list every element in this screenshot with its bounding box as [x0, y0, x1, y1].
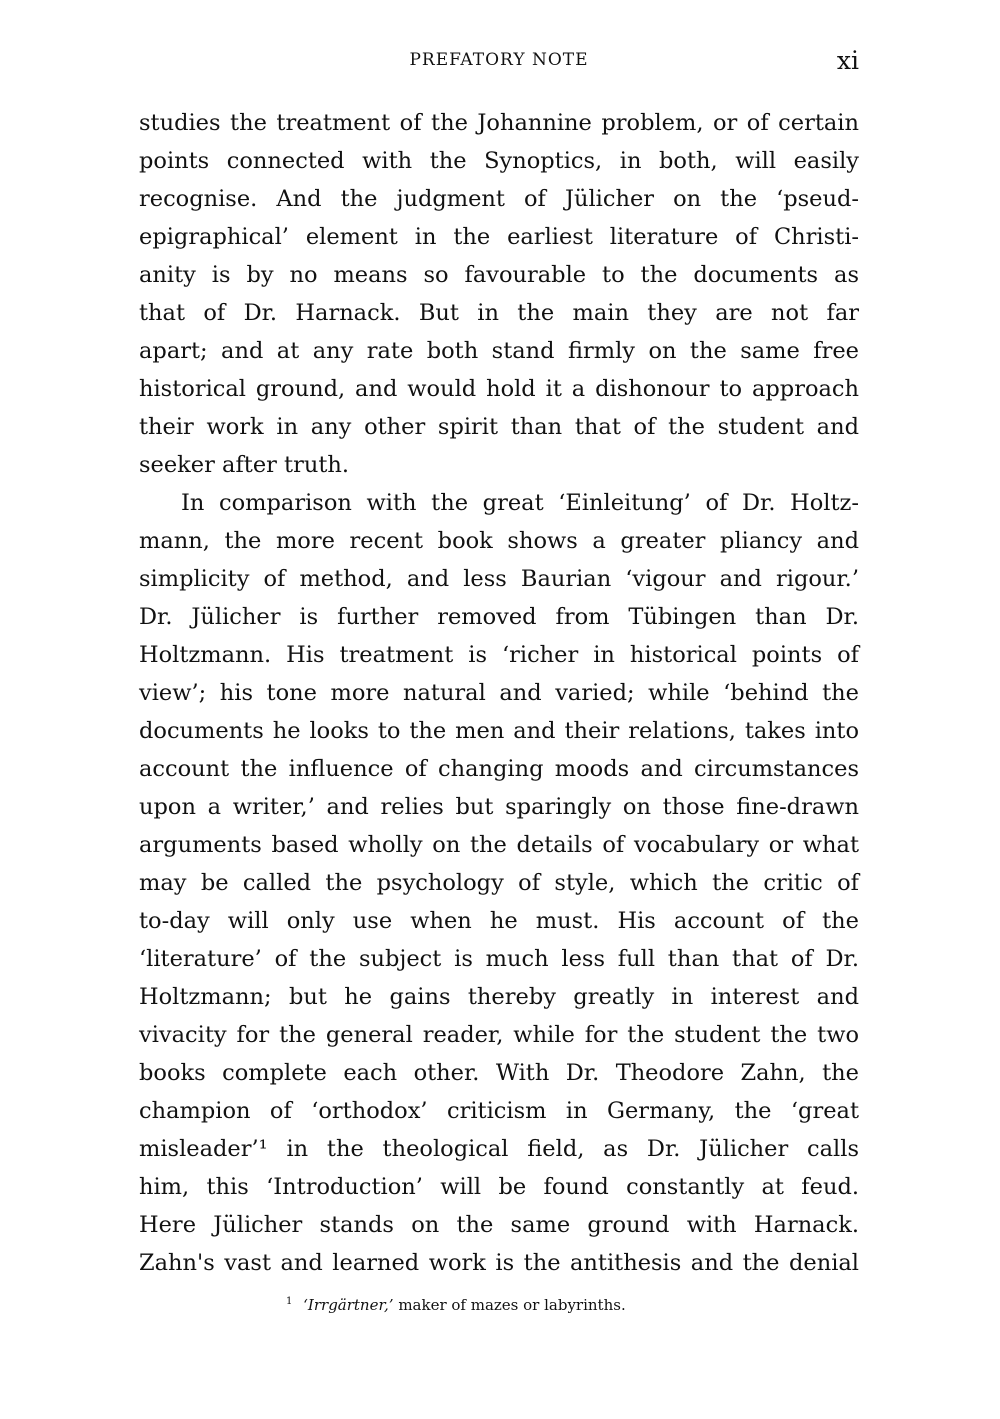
- text-line: points connected with the Synoptics, in both, will easily: [139, 148, 859, 174]
- text-line: apart; and at any rate both stand firmly on the same free: [139, 338, 859, 364]
- page-header: [139, 46, 859, 80]
- text-line: historical ground, and would hold it a dishonour to approach: [139, 376, 859, 402]
- text-line: seeker after truth.: [139, 452, 350, 478]
- text-line: vivacity for the general reader, while for the student the two: [139, 1022, 859, 1048]
- page-number: xi: [836, 46, 859, 75]
- text-line: recognise. And the judgment of Jülicher on the ‘pseud-: [139, 186, 859, 212]
- footnote-text: maker of mazes or labyrinths.: [398, 1296, 626, 1314]
- text-line: simplicity of method, and less Baurian ‘vigour and rigour.’: [139, 566, 859, 592]
- footnote-term: ‘Irrgärtner,’: [303, 1296, 394, 1314]
- text-line: that of Dr. Harnack. But in the main they are not far: [139, 300, 859, 326]
- text-line: their work in any other spirit than that of the student and: [139, 414, 859, 440]
- text-line: may be called the psychology of style, which the critic of: [139, 870, 859, 896]
- text-line: mann, the more recent book shows a greater pliancy and: [139, 528, 859, 554]
- text-line: ‘literature’ of the subject is much less full than that of Dr.: [139, 946, 859, 972]
- text-line: epigraphical’ element in the earliest literature of Christi-: [139, 224, 859, 250]
- text-line: books complete each other. With Dr. Theodore Zahn, the: [139, 1060, 859, 1086]
- text-line: Dr. Jülicher is further removed from Tübingen than Dr.: [139, 604, 859, 630]
- text-line: anity is by no means so favourable to the documents as: [139, 262, 859, 288]
- text-line: Holtzmann; but he gains thereby greatly in interest and: [139, 984, 859, 1010]
- footnote-mark: 1: [286, 1296, 293, 1307]
- text-line: arguments based wholly on the details of vocabulary or what: [139, 832, 859, 858]
- text-line: upon a writer,’ and relies but sparingly on those fine-drawn: [139, 794, 859, 820]
- body-text: [139, 104, 859, 1282]
- text-line: Holtzmann. His treatment is ‘richer in historical points of: [139, 642, 859, 668]
- text-line: champion of ‘orthodox’ criticism in Germany, the ‘great: [139, 1098, 859, 1124]
- text-line: misleader’¹ in the theological field, as Dr. Jülicher calls: [139, 1136, 859, 1162]
- text-line: view’; his tone more natural and varied; while ‘behind the: [139, 680, 859, 706]
- text-line: studies the treatment of the Johannine problem, or of certain: [139, 110, 859, 136]
- text-line: him, this ‘Introduction’ will be found constantly at feud.: [139, 1174, 859, 1200]
- paragraph-start-line: In comparison with the great ‘Einleitung’ of Dr. Holtz-: [181, 490, 859, 516]
- text-line: Here Jülicher stands on the same ground with Harnack.: [139, 1212, 859, 1238]
- text-line: Zahn's vast and learned work is the antithesis and the denial: [139, 1250, 859, 1276]
- text-line: documents he looks to the men and their relations, takes into: [139, 718, 859, 744]
- text-line: to-day will only use when he must. His account of the: [139, 908, 859, 934]
- running-head: PREFATORY NOTE: [409, 50, 589, 70]
- text-line: account the influence of changing moods and circumstances: [139, 756, 859, 782]
- footnote: [286, 1296, 726, 1314]
